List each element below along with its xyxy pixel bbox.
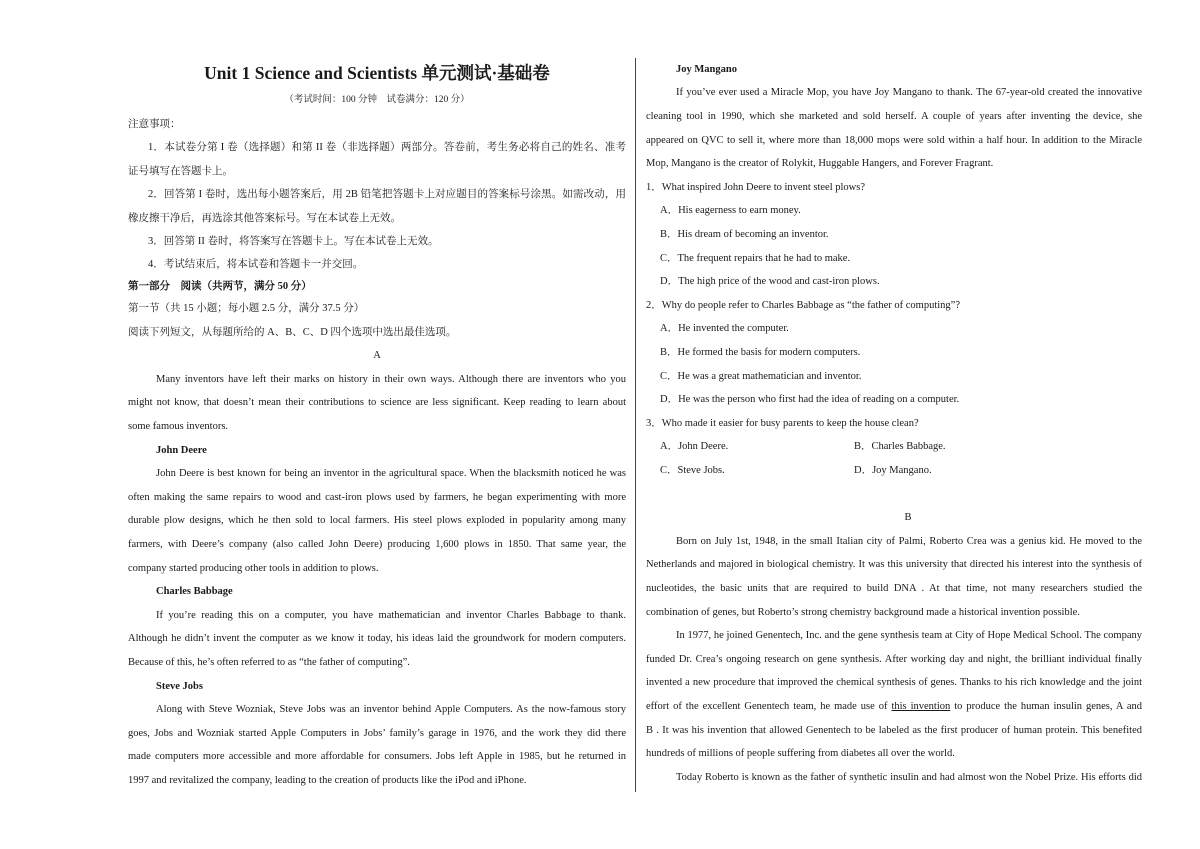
page-title: Unit 1 Science and Scientists 单元测试·基础卷	[204, 63, 550, 83]
paragraph-line: If you’ve ever used a Miracle Mop, you have Joy Mangano to thank. The 67-year-old created the innovative	[676, 87, 1142, 98]
paragraph-line: Many inventors have left their marks on history in their own ways. Although there are inventors who you	[156, 374, 626, 385]
paragraph-line: Today Roberto is known as the father of synthetic insulin and had almost won the Nobel Prize. His efforts did	[676, 772, 1142, 783]
column-divider	[635, 58, 636, 792]
paragraph-line: combination of genes, but Roberto’s strong chemistry background made a historical invention possible.	[646, 607, 1080, 618]
paragraph-line: made computers more accessible and more affordable for consumers. Jobs left Apple in 1985, but he returned in	[128, 751, 626, 762]
inventor-heading: Joy Mangano	[676, 64, 737, 75]
paragraph-line: often making the same repairs to wood and cast-iron plows used by farmers, he began experimenting with more	[128, 492, 626, 503]
option-d: D．He was the person who first had the idea of reading on a computer.	[660, 394, 960, 405]
paragraph-line: 1997 and revitalized the company, leading to the creation of products like the iPod and iPhone.	[128, 775, 527, 786]
paragraph-line: Because of this, he’s often referred to as “the father of computing”.	[128, 657, 410, 668]
option-a: A．He invented the computer.	[660, 323, 789, 334]
option-a: A．John Deere.	[660, 441, 729, 452]
option-a: A．His eagerness to earn money.	[660, 205, 801, 216]
paragraph-line: nucleotides, the basic units that are required to build DNA . At that time, not many researchers studied the	[646, 583, 1142, 594]
notice-heading: 注意事项：	[128, 119, 181, 130]
paragraph-line	[646, 700, 1142, 714]
instruction-text: 阅读下列短文，从每题所给的 A、B、C、D 四个选项中选出最佳选项。	[128, 327, 457, 338]
paragraph-line: some famous inventors.	[128, 421, 229, 432]
notice-line: 橡皮擦干净后，再选涂其他答案标号。写在本试卷上无效。	[128, 213, 401, 224]
paragraph-line: durable plow designs, which he then sold to local farmers. His steel plows exploded in popularity among many	[128, 515, 626, 526]
paragraph-line: B . It was his invention that allowed Genentech to be labeled as the first producer of human protein. This benefited	[646, 725, 1142, 736]
passage-label: B	[904, 512, 912, 523]
inventor-heading: Steve Jobs	[156, 681, 203, 692]
paragraph-line: Mop, Mangano is the creator of Rolykit, Huggable Hangers, and Forever Fragrant.	[646, 158, 994, 169]
notice-line: 2．回答第 I 卷时，选出每小题答案后，用 2B 铅笔把答题卡上对应题目的答案标号涂黑。如需改动，用	[148, 189, 626, 200]
option-c: C．He was a great mathematician and inventor.	[660, 371, 862, 382]
paragraph-line: Although he didn’t invent the computer as we know it today, his ideas laid the groundwork for modern computers.	[128, 633, 626, 644]
option-b: B．His dream of becoming an inventor.	[660, 229, 829, 240]
underlined-phrase: this invention	[891, 701, 951, 712]
notice-line: 证号填写在答题卡上。	[128, 166, 233, 177]
inventor-heading: John Deere	[156, 445, 207, 456]
paragraph-line: Along with Steve Wozniak, Steve Jobs was an inventor behind Apple Computers. As the now-famous story	[156, 704, 626, 715]
paragraph-line: might not know, that doesn’t mean their contributions to science are less significant. Keep reading to learn about	[128, 397, 626, 408]
passage-label: A	[373, 350, 381, 361]
question-3: 3．Who made it easier for busy parents to keep the house clean?	[646, 418, 919, 429]
notice-line: 3．回答第 II 卷时，将答案写在答题卡上。写在本试卷上无效。	[148, 236, 439, 247]
paragraph-line: In 1977, he joined Genentech, Inc. and the gene synthesis team at City of Hope Medical School. The company	[676, 630, 1142, 641]
option-b: B．He formed the basis for modern computers.	[660, 347, 861, 358]
option-d: D．Joy Mangano.	[854, 465, 932, 476]
subsection-heading: 第一节（共 15 小题；每小题 2.5 分，满分 37.5 分）	[128, 303, 365, 314]
exam-info: （考试时间：100 分钟 试卷满分：120 分）	[284, 95, 470, 105]
paragraph-line: hundreds of millions of people suffering from diabetes all over the world.	[646, 748, 955, 759]
paragraph-line: If you’re reading this on a computer, you have mathematician and inventor Charles Babbage to thank.	[156, 610, 626, 621]
option-b: B．Charles Babbage.	[854, 441, 946, 452]
option-c: C．The frequent repairs that he had to make.	[660, 253, 851, 264]
paragraph-line: Netherlands and majored in biological chemistry. It was this university that directed his interest into the synthesis of	[646, 559, 1142, 570]
paragraph-line: goes, Jobs and Wozniak started Apple Computers in Jobs’ family’s garage in 1976, and the work they did there	[128, 728, 626, 739]
paragraph-line: John Deere is best known for being an inventor in the agricultural space. When the blacksmith noticed he was	[156, 468, 626, 479]
question-2: 2．Why do people refer to Charles Babbage as “the father of computing”?	[646, 300, 961, 311]
option-c: C．Steve Jobs.	[660, 465, 725, 476]
paragraph-line: appeared on QVC to sell it, where more than 18,000 mops were sold within a half hour. In addition to the Miracle	[646, 135, 1142, 146]
notice-line: 4．考试结束后，将本试卷和答题卡一并交回。	[148, 259, 364, 270]
section-heading: 第一部分 阅读（共两节，满分 50 分）	[128, 281, 312, 292]
inventor-heading: Charles Babbage	[156, 586, 233, 597]
paragraph-line: farmers, with Deere’s company (also called John Deere) producing 1,600 plows in 1850. That same year, the	[128, 539, 626, 550]
paragraph-line: company started producing other tools in addition to plows.	[128, 563, 379, 574]
paragraph-line: invented a new procedure that improved the chemical synthesis of genes. Thanks to his rich knowledge and the joint	[646, 677, 1142, 688]
paragraph-line: funded Dr. Crea’s ongoing research on gene synthesis. After working day and night, the brilliant individual finally	[646, 654, 1142, 665]
notice-line: 1．本试卷分第 I 卷（选择题）和第 II 卷（非选择题）两部分。答卷前，考生务必将自己的姓名、准考	[148, 142, 626, 153]
question-1: 1．What inspired John Deere to invent steel plows?	[646, 182, 865, 193]
line-segment: effort of the excellent Genentech team, he made use of	[646, 701, 888, 712]
paragraph-line: cleaning tool in 1990, which she marketed and sold herself. A couple of years after inventing the device, she	[646, 111, 1142, 122]
option-d: D．The high price of the wood and cast-iron plows.	[660, 276, 880, 287]
paragraph-line: Born on July 1st, 1948, in the small Italian city of Palmi, Roberto Crea was a genius kid. He moved to the	[676, 536, 1142, 547]
line-segment: to produce the human insulin genes, A and	[954, 701, 1143, 712]
